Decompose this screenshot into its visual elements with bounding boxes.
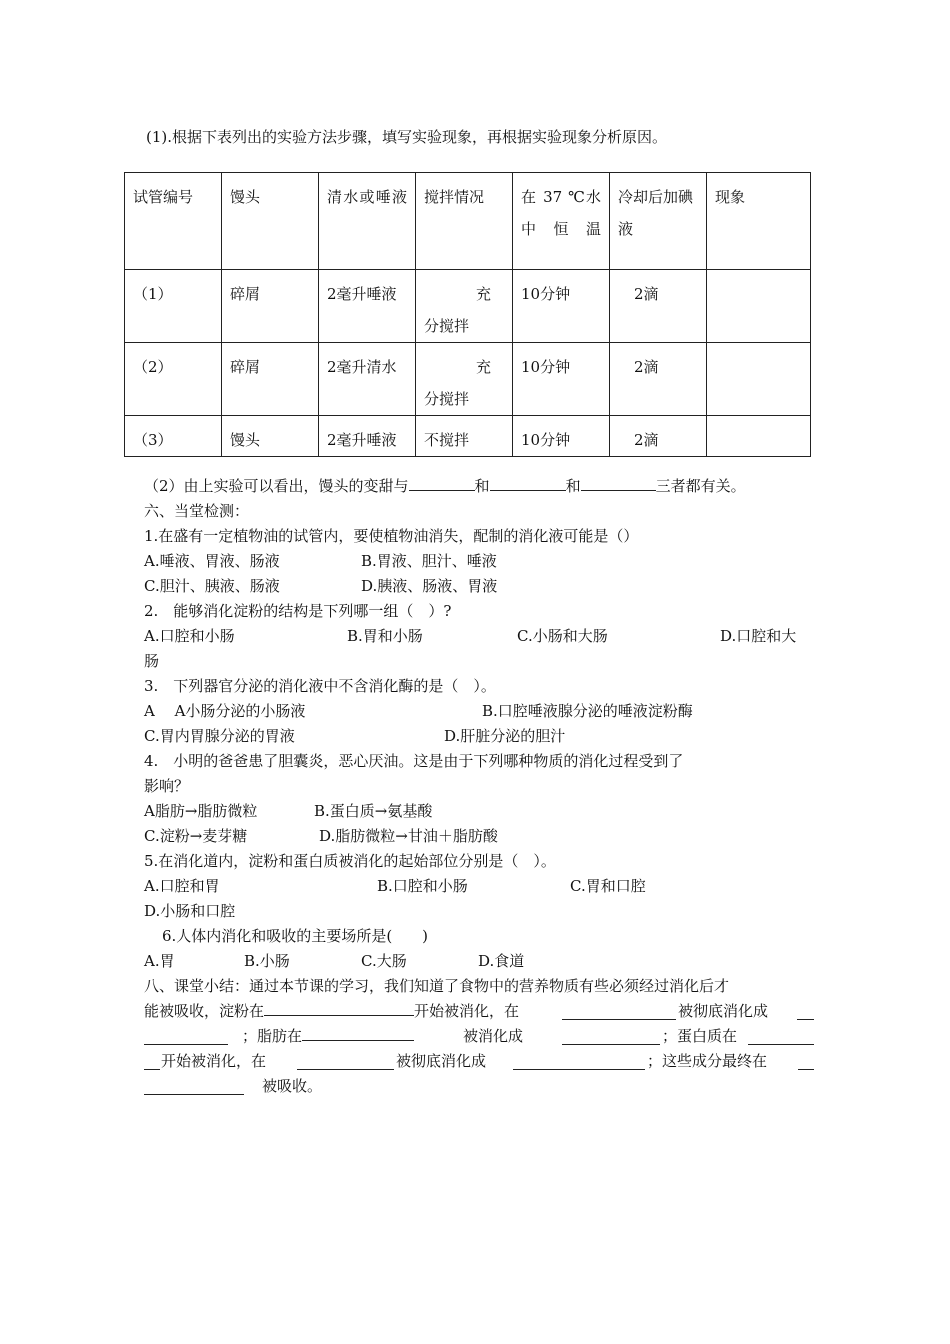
summary-text: 被彻底消化成 [678, 1002, 769, 1020]
option[interactable]: B.小肠 [244, 952, 290, 970]
option[interactable]: C.淀粉→麦芽糖 [144, 827, 248, 845]
table-header-row [125, 173, 811, 270]
option[interactable]: D.口腔和大 [720, 627, 797, 645]
table-cell: 2毫升清水 [319, 343, 416, 416]
table-cell: 10分钟 [513, 416, 610, 457]
table-cell: （2） [125, 343, 222, 416]
answer-blank[interactable] [264, 1000, 414, 1016]
answer-blank[interactable] [490, 475, 566, 491]
option[interactable]: C.小肠和大肠 [517, 627, 608, 645]
table-cell: 2毫升唾液 [319, 416, 416, 457]
table-cell: 不搅拌 [416, 416, 513, 457]
table-cell: （3） [125, 416, 222, 457]
table-cell: 10分钟 [513, 270, 610, 343]
answer-blank[interactable] [297, 1054, 394, 1070]
option[interactable]: B.蛋白质→氨基酸 [314, 802, 433, 820]
answer-blank[interactable] [748, 1029, 814, 1045]
answer-blank[interactable] [581, 475, 656, 491]
table-cell: 2滴 [610, 270, 707, 343]
answer-blank[interactable] [562, 1029, 660, 1045]
summary-text: ；这些成分最终在 [647, 1052, 768, 1070]
option[interactable]: D.食道 [478, 952, 525, 970]
table-cell [707, 270, 811, 343]
answer-blank[interactable] [562, 1004, 676, 1020]
table-cell [707, 343, 811, 416]
option[interactable]: A.口腔和小肠 [144, 627, 235, 645]
header-cell: 清水或唾液 [319, 173, 416, 270]
option[interactable]: C.胃内胃腺分泌的胃液 [144, 727, 295, 745]
question-stem: 1.在盛有一定植物油的试管内，要使植物油消失，配制的消化液可能是（） [144, 527, 639, 545]
summary-text: 被彻底消化成 [396, 1052, 487, 1070]
answer-blank[interactable] [302, 1025, 414, 1041]
q2-suffix: 三者都有关。 [655, 477, 746, 495]
option[interactable]: A.胃 [144, 952, 175, 970]
summary-line [242, 1024, 414, 1049]
table-cell: 2滴 [610, 343, 707, 416]
header-cell: 冷却后加碘液 [610, 173, 707, 270]
header-cell: 馒头 [222, 173, 319, 270]
summary-line: 八、课堂小结：通过本节课的学习，我们知道了食物中的营养物质有些必须经过消化后才 [144, 977, 730, 995]
question-stem: 3. 下列器官分泌的消化液中不含消化酶的是（ ）。 [144, 677, 496, 695]
table-cell: 碎屑 [222, 270, 319, 343]
answer-blank[interactable] [144, 1079, 244, 1095]
option[interactable]: B.胃和小肠 [347, 627, 423, 645]
q2-and: 和 [565, 477, 581, 495]
answer-blank[interactable] [513, 1054, 645, 1070]
option[interactable]: B.胃液、胆汁、唾液 [361, 552, 497, 570]
question-stem: 影响？ [144, 777, 190, 795]
summary-text: 能被吸收，淀粉在 [144, 1002, 265, 1020]
table-row [125, 416, 811, 457]
option-wrap: 肠 [144, 652, 160, 670]
option[interactable]: B.口腔唾液腺分泌的唾液淀粉酶 [482, 702, 693, 720]
question-stem: 2. 能够消化淀粉的结构是下列哪一组（ ）? [144, 602, 452, 620]
summary-text: 开始被消化，在 [414, 1002, 520, 1020]
table-cell: 2毫升唾液 [319, 270, 416, 343]
table-cell: 10分钟 [513, 343, 610, 416]
q2-and: 和 [474, 477, 490, 495]
header-cell: 试管编号 [125, 173, 222, 270]
option[interactable]: D.肝脏分泌的胆汁 [444, 727, 566, 745]
section-6-heading: 六、当堂检测： [144, 502, 250, 520]
question-stem: 5.在消化道内，淀粉和蛋白质被消化的起始部位分别是（ ）。 [144, 852, 556, 870]
table-cell: 2滴 [610, 416, 707, 457]
option[interactable]: D.脂肪微粒→甘油＋脂肪酸 [319, 827, 498, 845]
option[interactable]: A.口腔和胃 [144, 877, 220, 895]
table-cell [707, 416, 811, 457]
question-stem: 4. 小明的爸爸患了胆囊炎，恶心厌油。这是由于下列哪种物质的消化过程受到了 [144, 752, 684, 770]
answer-blank[interactable] [409, 475, 475, 491]
summary-text: ；脂肪在 [242, 1027, 303, 1045]
summary-text: ；蛋白质在 [662, 1027, 738, 1045]
option[interactable]: D.胰液、肠液、胃液 [361, 577, 498, 595]
option[interactable]: C.胆汁、胰液、肠液 [144, 577, 280, 595]
table-row [125, 270, 811, 343]
table-cell: 馒头 [222, 416, 319, 457]
table-cell: （1） [125, 270, 222, 343]
option[interactable]: A.唾液、胃液、肠液 [144, 552, 280, 570]
answer-blank[interactable] [798, 1054, 814, 1070]
q1-intro: (1).根据下表列出的实验方法步骤，填写实验现象，再根据实验现象分析原因。 [146, 128, 668, 146]
header-cell: 搅拌情况 [416, 173, 513, 270]
table-cell: 充分搅拌 [416, 270, 513, 343]
option[interactable]: D.小肠和口腔 [144, 902, 236, 920]
option[interactable]: C.大肠 [361, 952, 407, 970]
q2-sentence [144, 474, 746, 499]
summary-text: 开始被消化，在 [161, 1052, 267, 1070]
table-cell: 充分搅拌 [416, 343, 513, 416]
summary-text: 被消化成 [463, 1027, 524, 1045]
option[interactable]: A脂肪→脂肪微粒 [144, 802, 258, 820]
q2-prefix: （2）由上实验可以看出，馒头的变甜与 [144, 477, 409, 495]
answer-blank[interactable] [144, 1029, 228, 1045]
table-row [125, 343, 811, 416]
option[interactable]: C.胃和口腔 [570, 877, 646, 895]
answer-blank[interactable] [797, 1004, 814, 1020]
option[interactable]: B.口腔和小肠 [377, 877, 468, 895]
header-cell: 在 37 ℃水中恒温 [513, 173, 610, 270]
summary-text: 被吸收。 [262, 1077, 323, 1095]
table-cell: 碎屑 [222, 343, 319, 416]
question-stem: 6.人体内消化和吸收的主要场所是( ) [162, 927, 429, 945]
option[interactable]: A A小肠分泌的小肠液 [144, 702, 306, 720]
answer-blank[interactable] [144, 1054, 160, 1070]
experiment-table [124, 172, 811, 457]
summary-line [144, 999, 519, 1024]
header-cell: 现象 [707, 173, 811, 270]
